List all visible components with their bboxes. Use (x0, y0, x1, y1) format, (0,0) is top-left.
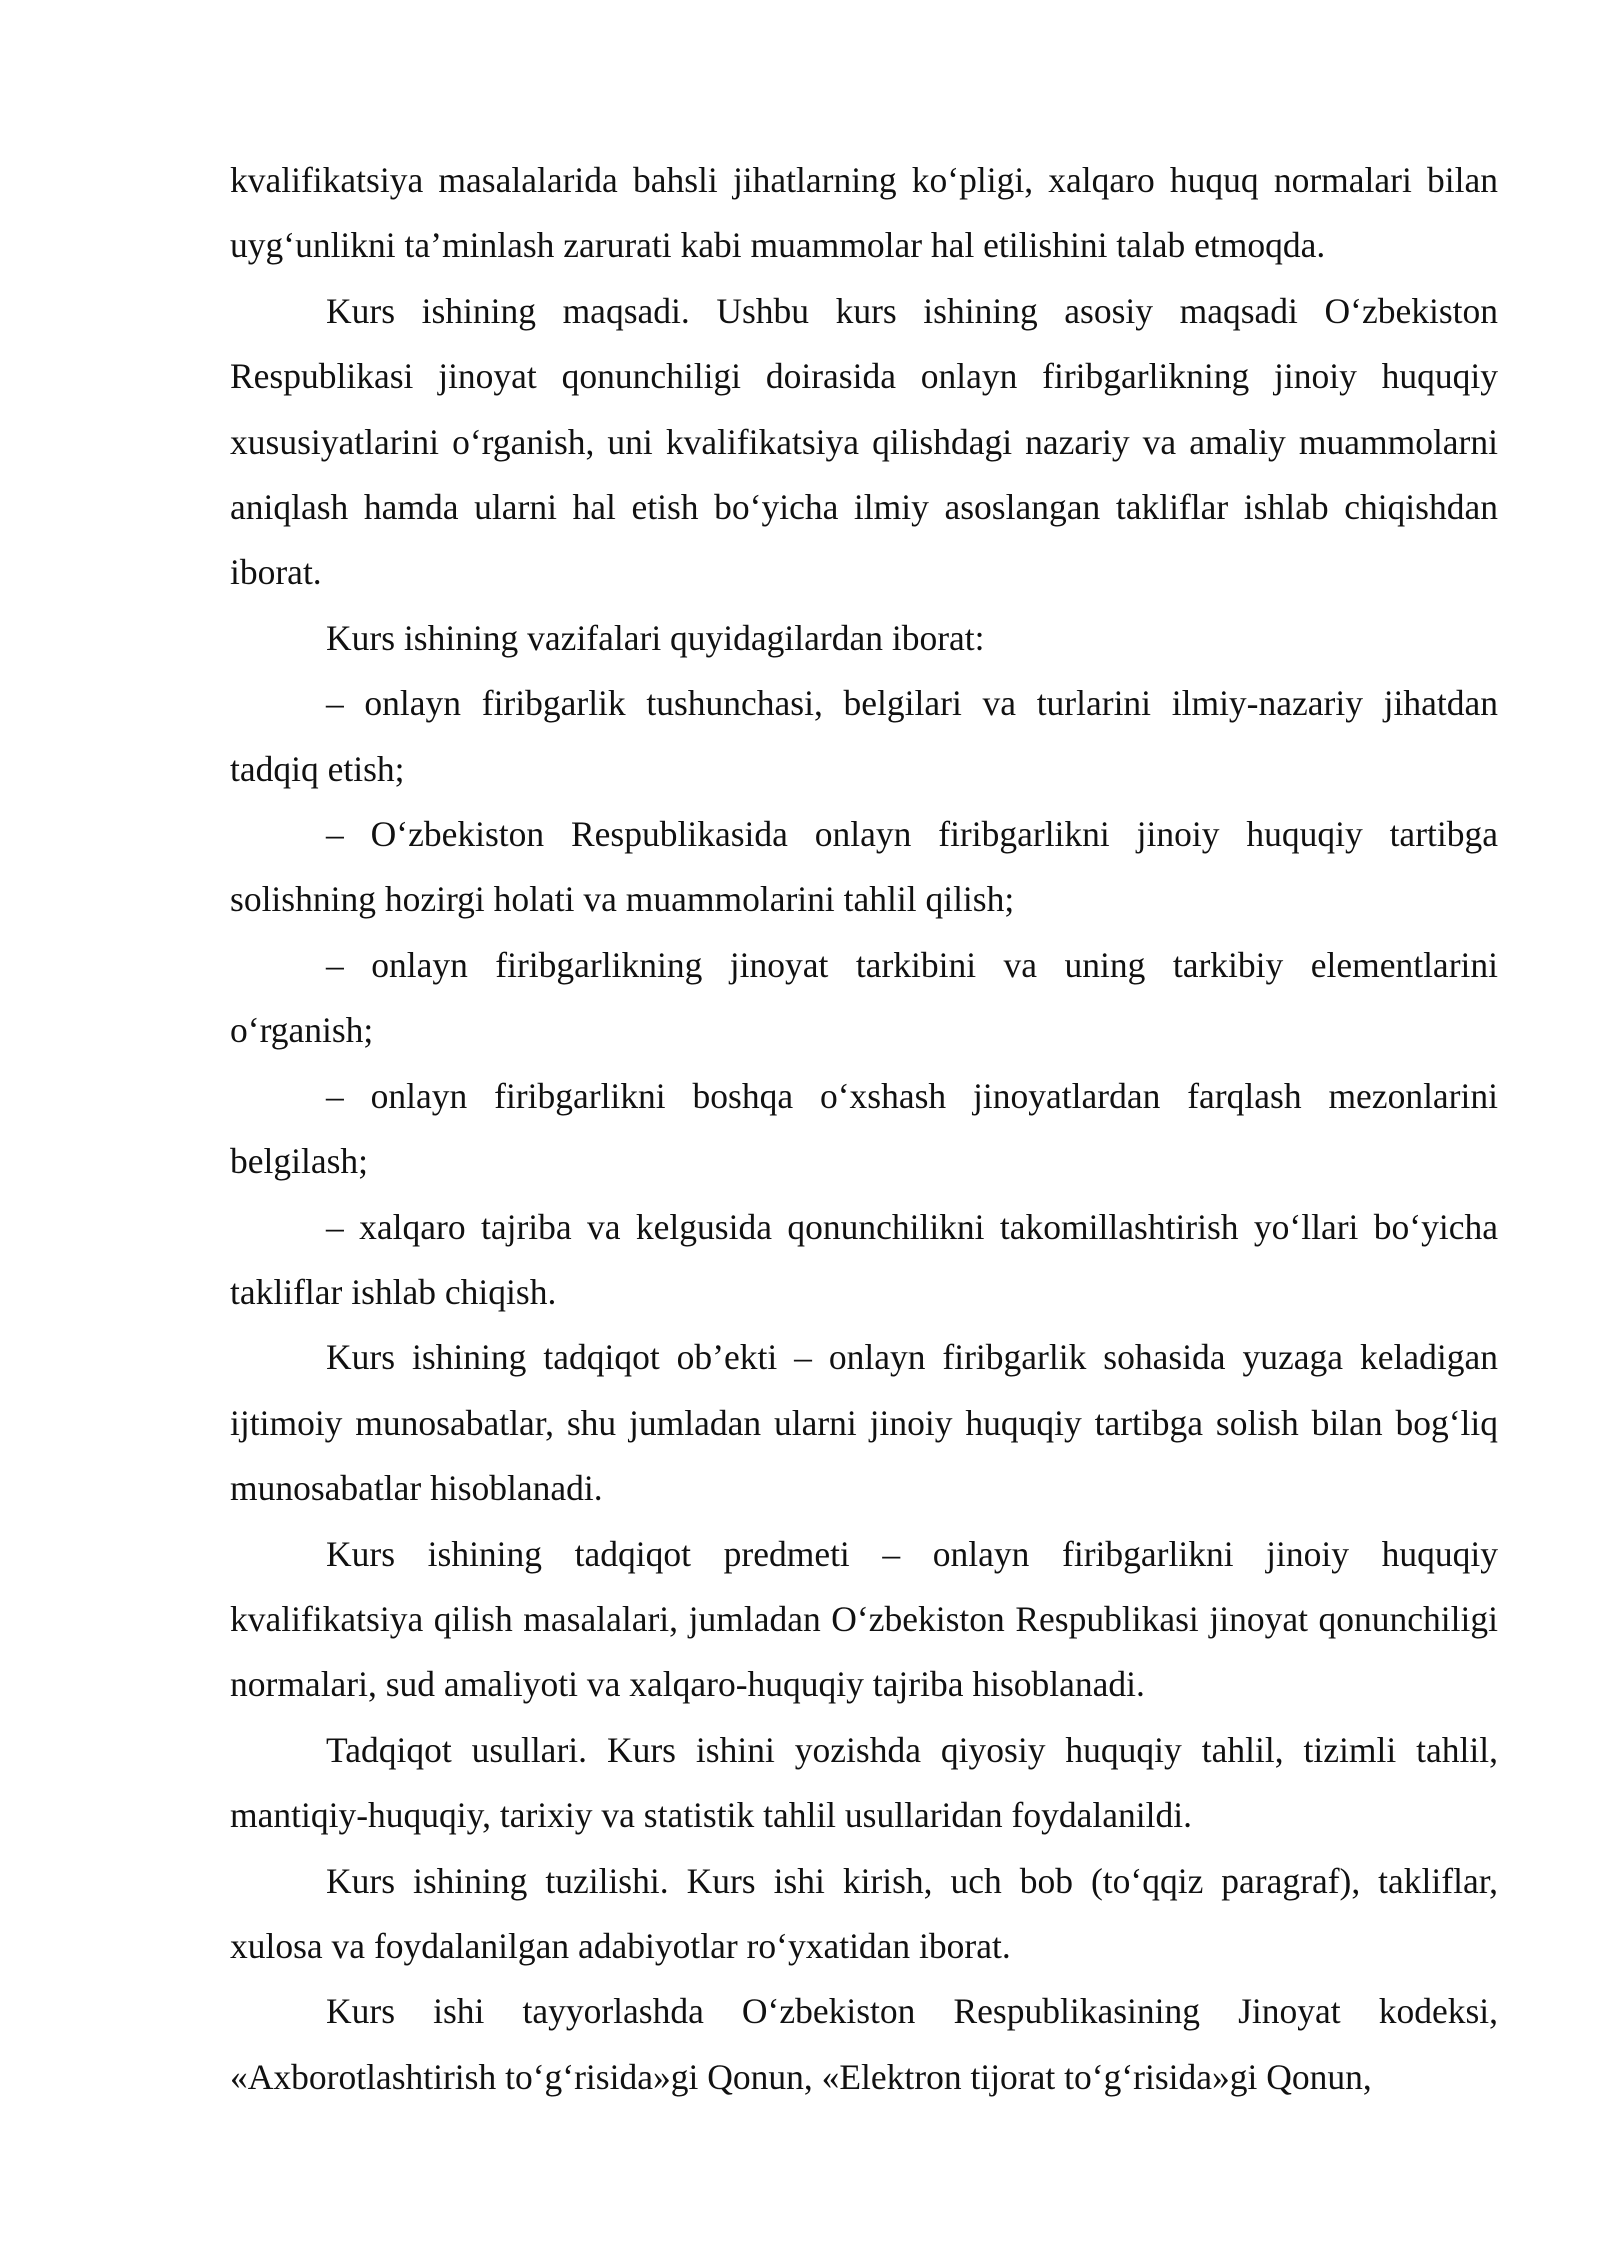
paragraph-tasks-heading: Kurs ishining vazifalari quyidagilardan iborat: (326, 617, 985, 658)
paragraph-research-subject: Kurs ishining tadqiqot predmeti – onlayn firibgarlikni jinoiy huquqiy kvalifikatsiya qilish masalalari, jumladan O‘zbekiston Respublikasi jinoyat qonunchiligi normalari, sud amaliyoti va xalqaro-huquqiy tajriba hisoblanadi. (230, 1533, 1498, 1705)
list-item-task-1: – onlayn firibgarlik tushunchasi, belgilari va turlarini ilmiy-nazariy jihatdan tadqiq etish; (230, 683, 1498, 789)
paragraph-continuation: kvalifikatsiya masalalarida bahsli jihatlarning ko‘pligi, xalqaro huquq normalari bilan uyg‘unlikni ta’minlash zarurati kabi muammolar hal etilishini talab etmoqda. (230, 160, 1498, 266)
paragraph-sources: Kurs ishi tayyorlashda O‘zbekiston Respublikasining Jinoyat kodeksi, «Axborotlashtirish to‘g‘risida»gi Qonun, «Elektron tijorat to‘g‘risida»gi Qonun, (230, 1991, 1498, 2097)
paragraph-structure: Kurs ishining tuzilishi. Kurs ishi kirish, uch bob (to‘qqiz paragraf), takliflar, xulosa va foydalanilgan adabiyotlar ro‘yxatidan iborat. (230, 1860, 1498, 1966)
list-item-task-4: – onlayn firibgarlikni boshqa o‘xshash jinoyatlardan farqlash mezonlarini belgilash; (230, 1075, 1498, 1182)
paragraph-research-methods: Tadqiqot usullari. Kurs ishini yozishda qiyosiy huquqiy tahlil, tizimli tahlil, mantiqiy-huquqiy, tarixiy va statistik tahlil usullaridan foydalanildi. (230, 1729, 1498, 1836)
list-item-task-3: – onlayn firibgarlikning jinoyat tarkibini va uning tarkibiy elementlarini o‘rganish; (230, 944, 1498, 1051)
body-text (230, 148, 1498, 2110)
list-item-task-2: – O‘zbekiston Respublikasida onlayn firibgarlikni jinoiy huquqiy tartibga solishning hozirgi holati va muammolarini tahlil qilish; (230, 814, 1498, 920)
paragraph-research-object: Kurs ishining tadqiqot ob’ekti – onlayn firibgarlik sohasida yuzaga keladigan ijtimoiy munosabatlar, shu jumladan ularni jinoiy huquqiy tartibga solish bilan bog‘liq munosabatlar hisoblanadi. (230, 1337, 1498, 1509)
list-item-task-5: – xalqaro tajriba va kelgusida qonunchilikni takomillashtirish yo‘llari bo‘yicha takliflar ishlab chiqish. (230, 1206, 1498, 1312)
paragraph-purpose: Kurs ishining maqsadi. Ushbu kurs ishining asosiy maqsadi O‘zbekiston Respublikasi jinoyat qonunchiligi doirasida onlayn firibgarlikning jinoiy huquqiy xususiyatlarini o‘rganish, uni kvalifikatsiya qilishdagi nazariy va amaliy muammolarni aniqlash hamda ularni hal etish bo‘yicha ilmiy asoslangan takliflar ishlab chiqishdan iborat. (230, 290, 1498, 593)
